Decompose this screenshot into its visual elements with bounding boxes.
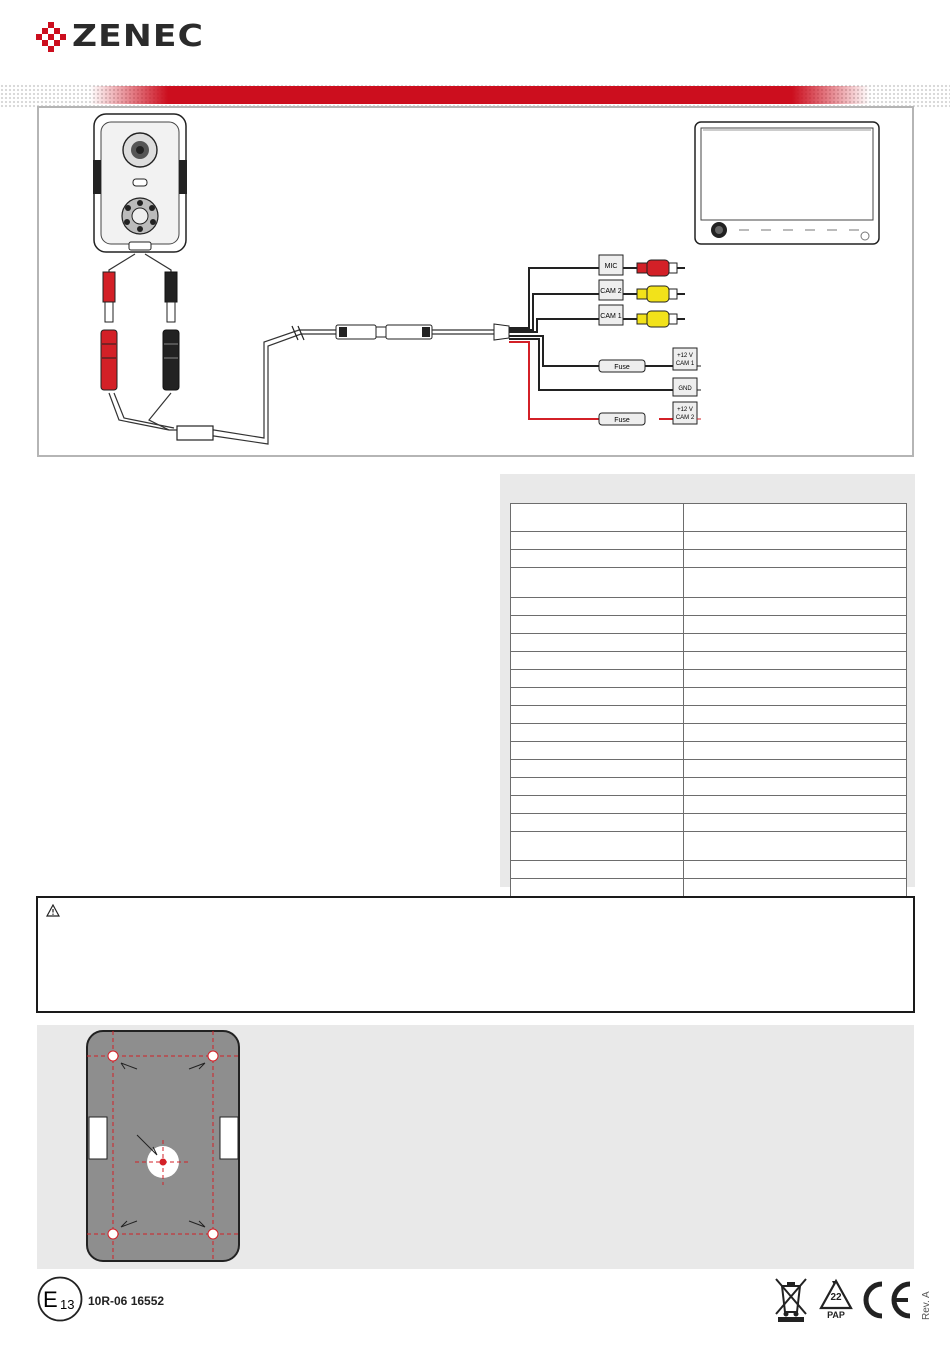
spec-value: [684, 504, 907, 532]
table-row: [511, 796, 907, 814]
spec-key: [511, 598, 684, 616]
cam2-label: CAM 2: [600, 288, 622, 295]
table-row: [511, 688, 907, 706]
spec-key: [511, 652, 684, 670]
spec-key: [511, 861, 684, 879]
zenec-logo: [36, 19, 205, 54]
cam1-label: CAM 1: [600, 313, 622, 320]
spec-value: [684, 550, 907, 568]
spec-key: [511, 742, 684, 760]
zenec-logo-icon: [36, 22, 66, 52]
wiring-diagram-svg: [39, 108, 916, 459]
fuse-label: Fuse: [614, 417, 630, 424]
table-row: [511, 724, 907, 742]
table-row: [511, 879, 907, 897]
head-unit-illustration: [695, 122, 879, 244]
warning-triangle-icon: [46, 904, 60, 917]
mounting-template-svg: [37, 1025, 914, 1269]
spec-value: [684, 778, 907, 796]
gnd-label: GND: [678, 386, 692, 392]
table-row: [511, 598, 907, 616]
spec-key: [511, 616, 684, 634]
camera-illustration: [93, 114, 187, 252]
spec-value: [684, 652, 907, 670]
table-row: [511, 652, 907, 670]
recycle-material: PAP: [827, 1310, 845, 1320]
spec-value: [684, 616, 907, 634]
fuse-cam1: [599, 360, 645, 372]
revision-label: Rev. A: [921, 1291, 932, 1320]
table-row: [511, 760, 907, 778]
spec-key: [511, 760, 684, 778]
warning-box: [36, 896, 915, 1013]
power-cam2-line2: CAM 2: [675, 415, 695, 421]
table-row: [511, 532, 907, 550]
power-cam2-line1: +12 V: [677, 407, 693, 413]
wiring-diagram: [37, 106, 914, 457]
inline-connector: [336, 324, 509, 340]
spec-value: [684, 688, 907, 706]
power-cam1-line2: CAM 1: [675, 361, 695, 367]
table-row: [511, 706, 907, 724]
spec-value: [684, 532, 907, 550]
mounting-template-panel: [37, 1025, 914, 1269]
table-row: [511, 832, 907, 861]
spec-key: [511, 550, 684, 568]
spec-key: [511, 670, 684, 688]
spec-key: [511, 814, 684, 832]
weee-bin-icon: [773, 1276, 809, 1322]
spec-key: [511, 568, 684, 598]
table-row: [511, 742, 907, 760]
spec-value: [684, 861, 907, 879]
rca-plug-yellow-cam2: [637, 286, 685, 302]
spec-value: [684, 706, 907, 724]
brand-name: ZENEC: [72, 19, 205, 54]
black-connector: [163, 272, 179, 390]
fuse-cam2: [599, 413, 645, 425]
table-row: [511, 504, 907, 532]
camera-extension-cable: [177, 326, 337, 444]
e-mark-letter: E: [43, 1287, 58, 1312]
table-row: [511, 568, 907, 598]
ce-mark-icon: [858, 1280, 914, 1320]
table-row: [511, 814, 907, 832]
spec-key: [511, 879, 684, 897]
approval-number: 10R-06 16552: [88, 1294, 165, 1308]
power-labels: [673, 348, 701, 424]
spec-value: [684, 879, 907, 897]
spec-value: [684, 796, 907, 814]
spec-key: [511, 688, 684, 706]
spec-key: [511, 634, 684, 652]
table-row: [511, 616, 907, 634]
spec-value: [684, 598, 907, 616]
spec-key: [511, 778, 684, 796]
rca-plug-yellow-cam1: [637, 311, 685, 327]
table-row: [511, 550, 907, 568]
recycle-code: 22: [830, 1292, 842, 1303]
spec-key: [511, 532, 684, 550]
specifications-panel: [500, 474, 915, 887]
spec-key: [511, 832, 684, 861]
fuse-label: Fuse: [614, 364, 630, 371]
connector-labels: [599, 255, 623, 325]
ce-mark: CE: [858, 1280, 860, 1281]
header-red-band: [90, 86, 870, 104]
red-connector: [101, 272, 117, 390]
spec-key: [511, 706, 684, 724]
spec-key: [511, 724, 684, 742]
spec-value: [684, 634, 907, 652]
spec-value: [684, 724, 907, 742]
table-row: [511, 670, 907, 688]
e-mark-number: 13: [60, 1297, 75, 1312]
specifications-table: [510, 503, 907, 897]
spec-value: [684, 760, 907, 778]
e-mark-icon: [37, 1276, 83, 1322]
spec-value: [684, 742, 907, 760]
spec-value: [684, 832, 907, 861]
mic-label: MIC: [604, 263, 618, 270]
spec-value: [684, 568, 907, 598]
spec-value: [684, 670, 907, 688]
spec-value: [684, 814, 907, 832]
spec-key: [511, 504, 684, 532]
table-row: [511, 778, 907, 796]
rca-plug-red: [637, 260, 685, 276]
spec-key: [511, 796, 684, 814]
table-row: [511, 634, 907, 652]
table-row: [511, 861, 907, 879]
power-cam1-line1: +12 V: [677, 353, 693, 359]
